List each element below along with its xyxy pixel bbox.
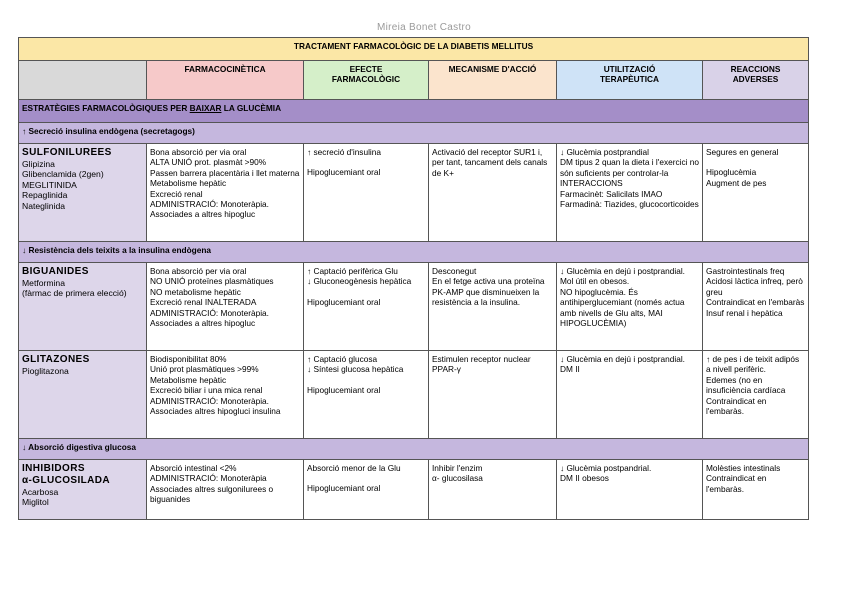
drug-row: [19, 351, 809, 439]
drug-cell: INHIBIDORS α-GLUCOSILADA Acarbosa Miglitol: [19, 460, 147, 520]
drug-name: SULFONILUREES: [22, 147, 112, 158]
farmacocinetica-cell: Absorció intestinal <2% ADMINISTRACIÓ: Monoteràpia Associades altres sulgonilurees o biguanides: [147, 460, 304, 520]
header-efecte: EFECTE FARMACOLÒGIC: [304, 61, 429, 100]
utilitzacio-cell: ↓ Glucèmia en dejú i postprandial. Mol útil en obesos. NO hipoglucèmia. És antihiperglucemiant (només actua amb nivells de Glu alts, MAI HIPOGLUCÈMIA): [557, 263, 703, 351]
group-row: [19, 242, 809, 263]
efecte-cell: ↑ Captació perifèrica Glu ↓ Gluconeogènesis hepàtica Hipoglucemiant oral: [304, 263, 429, 351]
group-row: [19, 123, 809, 144]
group-label: ↓ Absorció digestiva glucosa: [19, 439, 809, 460]
farmacocinetica-cell: Bona absorció per via oral NO UNIÓ proteïnes plasmàtiques NO metabolisme hepàtic Excreció renal INALTERADA ADMINISTRACIÓ: Monoteràpia. Associades a altres hipogluc: [147, 263, 304, 351]
header-row: [19, 61, 809, 100]
reaccions-cell: ↑ de pes i de teixit adipós a nivell perifèric. Edemes (no en insuficiència cardíaca Contraindicat en l'embaràs.: [703, 351, 809, 439]
drug-row: [19, 144, 809, 242]
mecanisme-cell: Activació del receptor SUR1 i, per tant, tancament dels canals de K+: [429, 144, 557, 242]
utilitzacio-cell: ↓ Glucèmia en dejú i postprandial. DM II: [557, 351, 703, 439]
group-label: ↓ Resistència dels teixits a la insulina endògena: [19, 242, 809, 263]
title-row: [19, 38, 809, 61]
efecte-cell: Absorció menor de la Glu Hipoglucemiant oral: [304, 460, 429, 520]
header-blank: [19, 61, 147, 100]
mecanisme-cell: Inhibir l'enzim α- glucosilasa: [429, 460, 557, 520]
mecanisme-cell: Estimulen receptor nuclear PPAR-γ: [429, 351, 557, 439]
drug-row: [19, 460, 809, 520]
treatment-table: [18, 37, 809, 520]
header-reaccions: REACCIONS ADVERSES: [703, 61, 809, 100]
efecte-cell: ↑ Captació glucosa ↓ Síntesi glucosa hepàtica Hipoglucemiant oral: [304, 351, 429, 439]
section-row: [19, 100, 809, 123]
header-mecanisme: MECANISME D'ACCIÓ: [429, 61, 557, 100]
drug-name: GLITAZONES: [22, 354, 90, 365]
reaccions-cell: Gastrointestinals freq Acidosi làctica infreq, però greu Contraindicat en l'embaràs Insuf renal i hepàtica: [703, 263, 809, 351]
section-title: ESTRATÈGIES FARMACOLÒGIQUES PER BAIXAR LA GLUCÈMIA: [19, 100, 809, 123]
table-title: TRACTAMENT FARMACOLÒGIC DE LA DIABETIS MELLITUS: [19, 38, 809, 61]
author-name: Mireia Bonet Castro: [376, 22, 472, 33]
drug-cell: SULFONILUREES Glipizina Glibenclamida (2gen) MEGLITINIDA Repaglinida Nateglinida: [19, 144, 147, 242]
reaccions-cell: Molèsties intestinals Contraindicat en l'embaràs.: [703, 460, 809, 520]
group-label: ↑ Secreció insulina endògena (secretagogs): [19, 123, 809, 144]
drug-row: [19, 263, 809, 351]
farmacocinetica-cell: Biodisponibilitat 80% Unió prot plasmàtiques >99% Metabolisme hepàtic Excreció biliar i una mica renal ADMINISTRACIÓ: Monoteràpia. Associades altres hipogluci insulina: [147, 351, 304, 439]
farmacocinetica-cell: Bona absorció per via oral ALTA UNIÓ prot. plasmàt >90% Passen barrera placentària i llet materna Metabolisme hepàtic Excreció renal ADMINISTRACIÓ: Monoteràpia. Associades a altres hipogluc: [147, 144, 304, 242]
mecanisme-cell: Desconegut En el fetge activa una proteïna PK-AMP que disminueixen la resistència a la insulina.: [429, 263, 557, 351]
drug-name-2: α-GLUCOSILADA: [22, 475, 111, 486]
reaccions-cell: Segures en general Hipoglucèmia Augment de pes: [703, 144, 809, 242]
header-utilitzacio: UTILITZACIÓ TERAPÈUTICA: [557, 61, 703, 100]
drug-cell: GLITAZONES Pioglitazona: [19, 351, 147, 439]
drug-name: BIGUANIDES: [22, 266, 89, 277]
drug-cell: BIGUANIDES Metformina (fàrmac de primera elecció): [19, 263, 147, 351]
drug-name: INHIBIDORS: [22, 463, 85, 474]
group-row: [19, 439, 809, 460]
utilitzacio-cell: ↓ Glucèmia postprandial DM tipus 2 quan la dieta i l'exercici no són suficients per controlar-la INTERACCIONS Farmacinèt: Salicilats IMAO Farmadinà: Tiazides, glucocorticoides: [557, 144, 703, 242]
efecte-cell: ↑ secreció d'insulina Hipoglucemiant oral: [304, 144, 429, 242]
utilitzacio-cell: ↓ Glucèmia postpandrial. DM II obesos: [557, 460, 703, 520]
header-farmacocinetica: FARMACOCINÈTICA: [147, 61, 304, 100]
